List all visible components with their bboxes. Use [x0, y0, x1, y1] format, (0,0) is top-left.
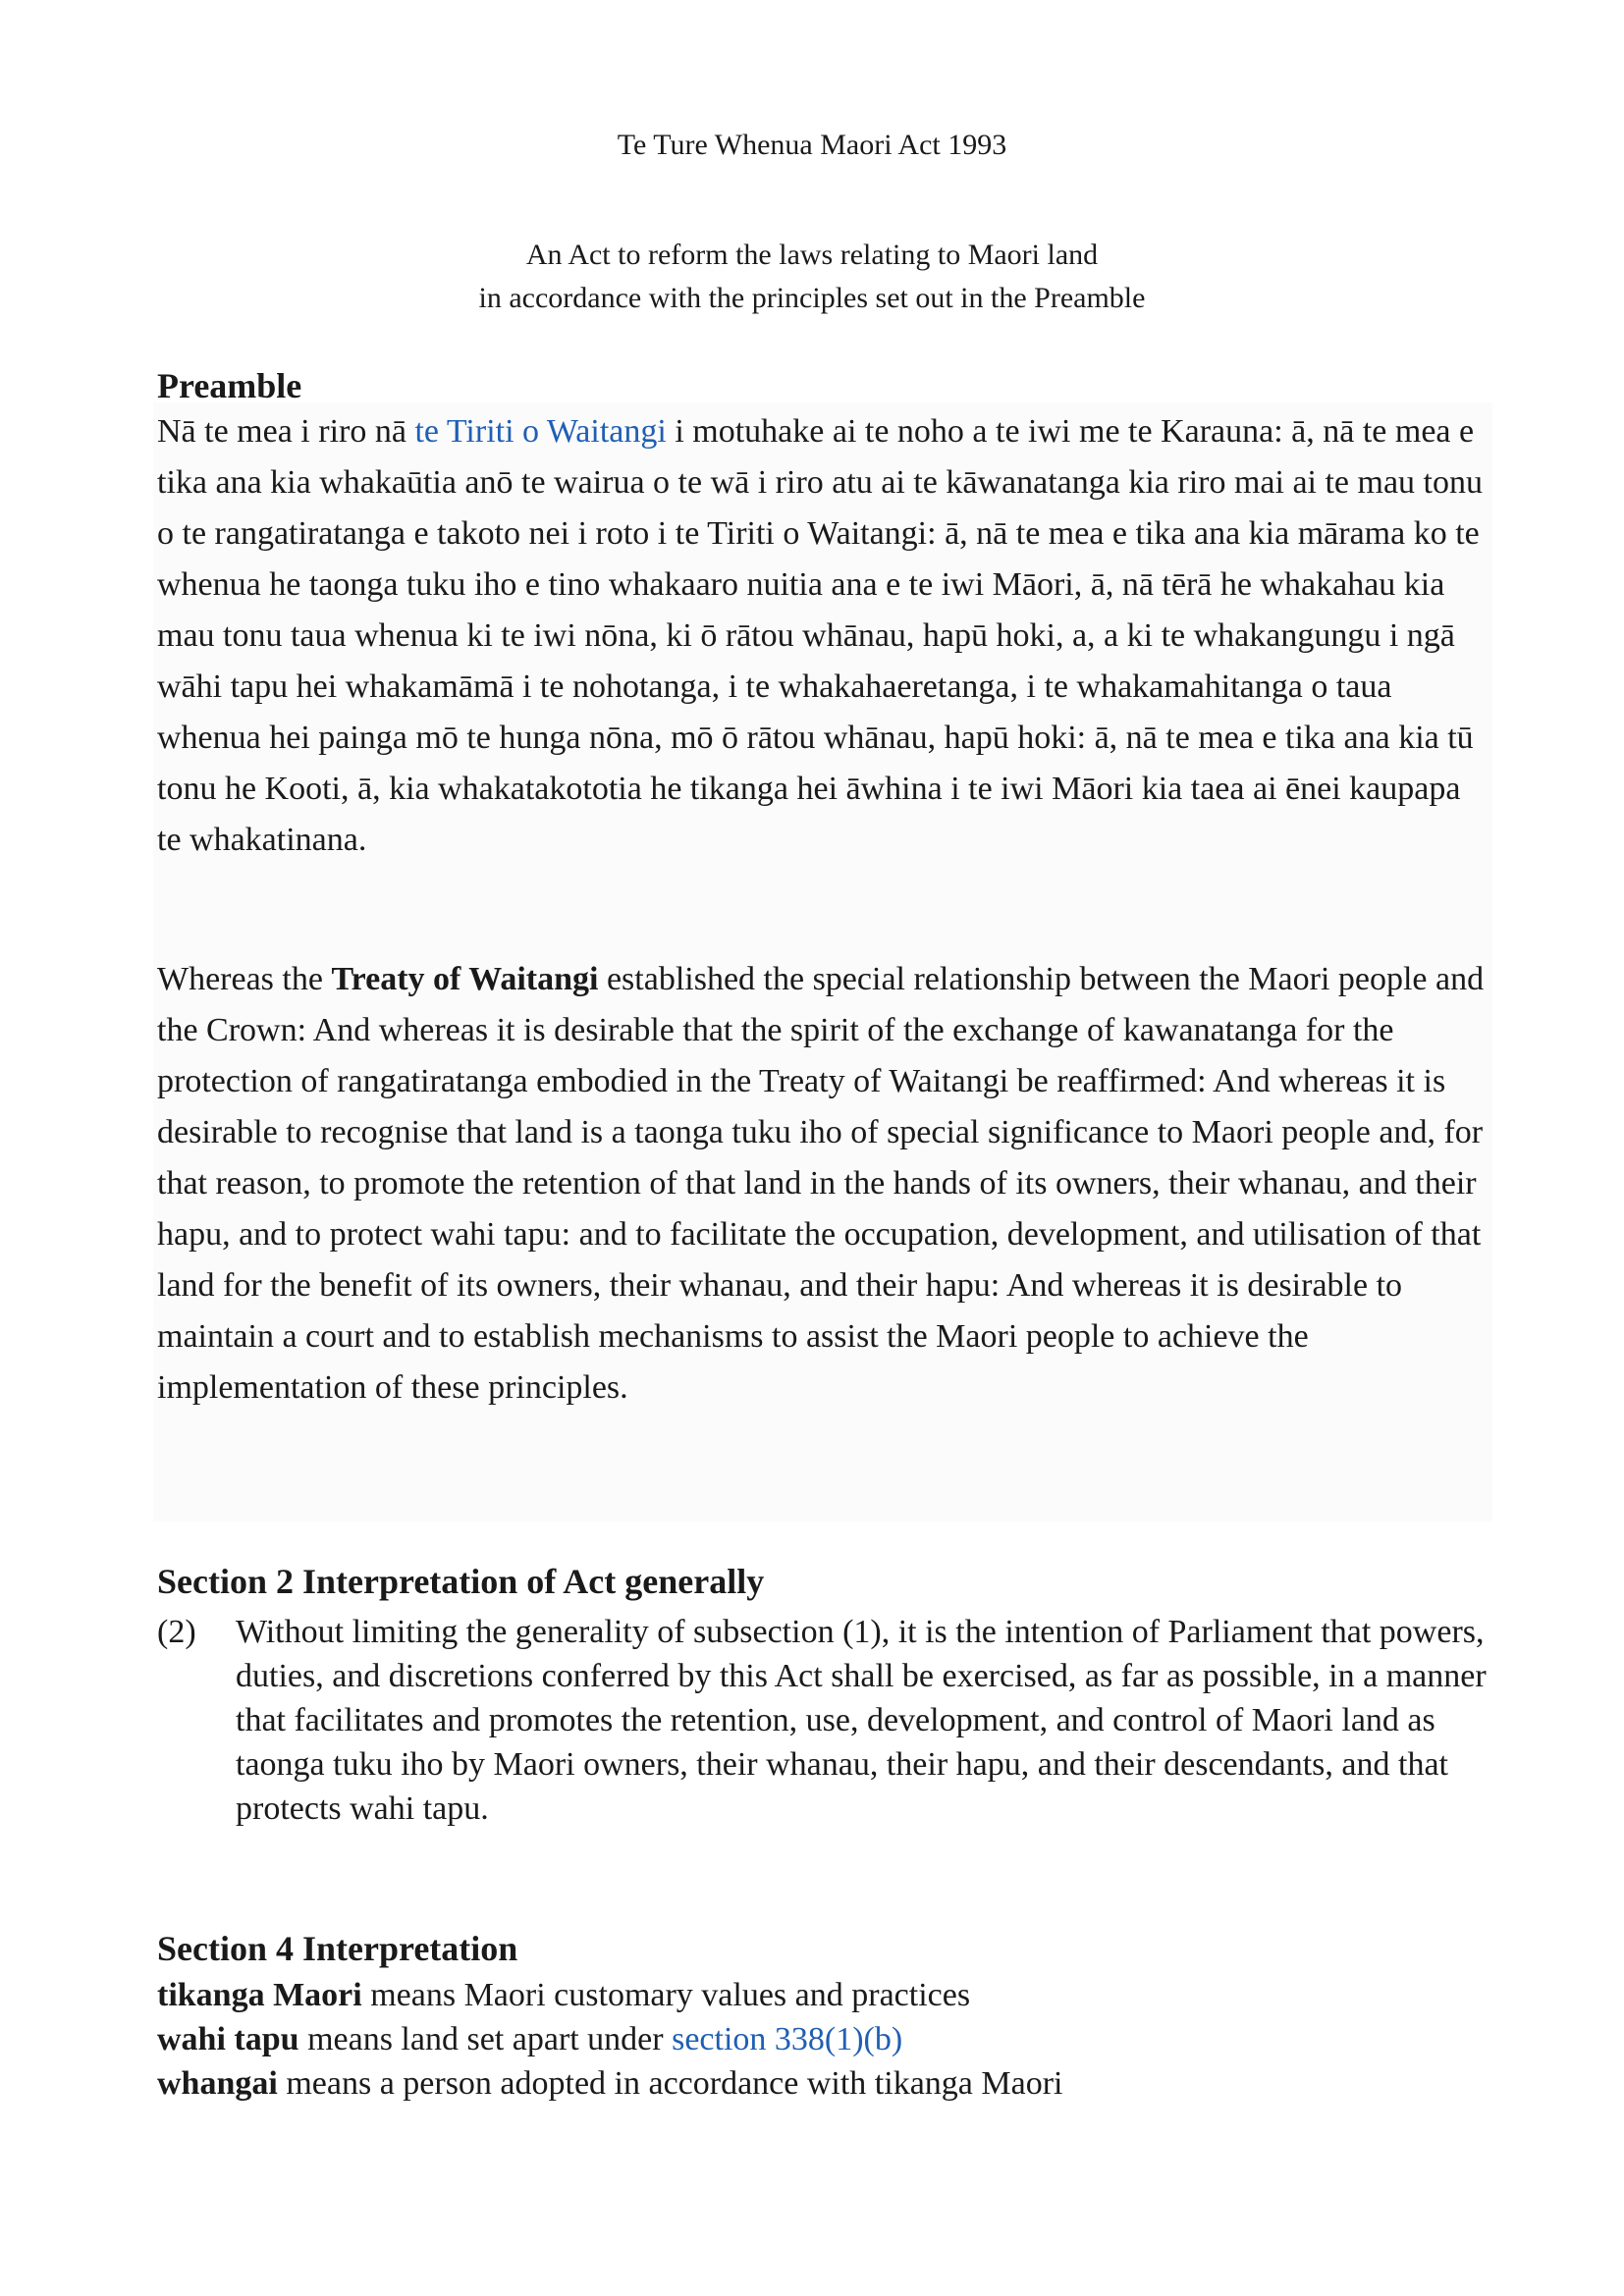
definition-item — [157, 2061, 1492, 2106]
section-4-heading: Section 4 Interpretation — [157, 1929, 518, 1968]
definitions-list — [157, 1973, 1492, 2106]
maori-text-start: Nā te mea i riro nā — [157, 413, 415, 450]
treaty-term: Treaty of Waitangi — [331, 961, 599, 997]
section-2-heading: Section 2 Interpretation of Act generally — [157, 1562, 765, 1601]
definition-meaning: means Maori customary values and practices — [361, 1977, 971, 2013]
definition-term: wahi tapu — [157, 2021, 299, 2057]
definition-item — [157, 2017, 1492, 2061]
maori-text-rest: i motuhake ai te noho a te iwi me te Karauna: ā, nā te mea e tika ana kia whakaūtia anō te wairua o te wā i riro atu ai te kāwanatanga kia riro mai ai te mau tonu o te rangatiratanga e takoto nei i roto i te Tiriti o Waitangi: ā, nā te mea e tika ana kia mārama ko te whenua he taonga tuku iho e tino whakaaro nuitia ana e te iwi Māori, ā, nā tērā he whakahau kia mau tonu taua whenua ki te iwi nōna, ki ō rātou whānau, hapū hoki, a, a ki te whakangungu i ngā wāhi tapu hei whakamāmā i te nohotanga, i te whakahaeretanga, i te whakamahitanga o taua whenua hei painga mō te hunga nōna, mō ō rātou whānau, hapū hoki: ā, nā te mea e tika ana kia tū tonu he Kooti, ā, kia whakatakototia he tikanga hei āwhina i te iwi Māori kia taea ai ēnei kaupapa te whakatinana. — [157, 413, 1484, 858]
preamble-maori-paragraph — [157, 406, 1492, 866]
definition-meaning: means land set apart under — [298, 2021, 673, 2057]
preamble-heading: Preamble — [157, 366, 302, 405]
preamble-english-paragraph — [157, 954, 1492, 1414]
document-title: Te Ture Whenua Maori Act 1993 — [617, 129, 1007, 161]
document-subtitle — [0, 234, 1624, 320]
subsection-number: (2) — [157, 1614, 196, 1650]
tiriti-link[interactable]: te Tiriti o Waitangi — [414, 413, 667, 450]
subtitle-line-1: An Act to reform the laws relating to Maori land — [525, 239, 1099, 271]
section-338-link[interactable]: section 338(1)(b) — [672, 2021, 903, 2057]
subtitle-line-2: in accordance with the principles set out in the Preamble — [478, 282, 1146, 314]
definition-term: whangai — [157, 2065, 278, 2102]
english-text-start: Whereas the — [157, 961, 332, 997]
english-text-rest: established the special relationship between the Maori people and the Crown: And whereas it is desirable that the spirit of the exchange of kawanatanga for the protection of rangatiratanga embodied in the Treaty of Waitangi be reaffirmed: And whereas it is desirable to recognise that land is a taonga tuku iho of special significance to Maori people and, for that reason, to promote the retention of that land in the hands of its owners, their whanau, and their hapu, and to protect wahi tapu: and to facilitate the occupation, development, and utilisation of that land for the benefit of its owners, their whanau, and their hapu: And whereas it is desirable to maintain a court and to establish mechanisms to assist the Maori people to achieve the implementation of these principles. — [157, 961, 1485, 1406]
definition-meaning: means a person adopted in accordance with tikanga Maori — [277, 2065, 1063, 2102]
definition-term: tikanga Maori — [157, 1977, 362, 2013]
subsection-text: Without limiting the generality of subsection (1), it is the intention of Parliament that powers, duties, and discretions conferred by this Act shall be exercised, as far as possible, in a manner that facilitates and promotes the retention, use, development, and control of Maori land as taonga tuku iho by Maori owners, their whanau, their hapu, and their descendants, and that protects wahi tapu. — [236, 1614, 1487, 1827]
definition-item — [157, 1973, 1492, 2017]
